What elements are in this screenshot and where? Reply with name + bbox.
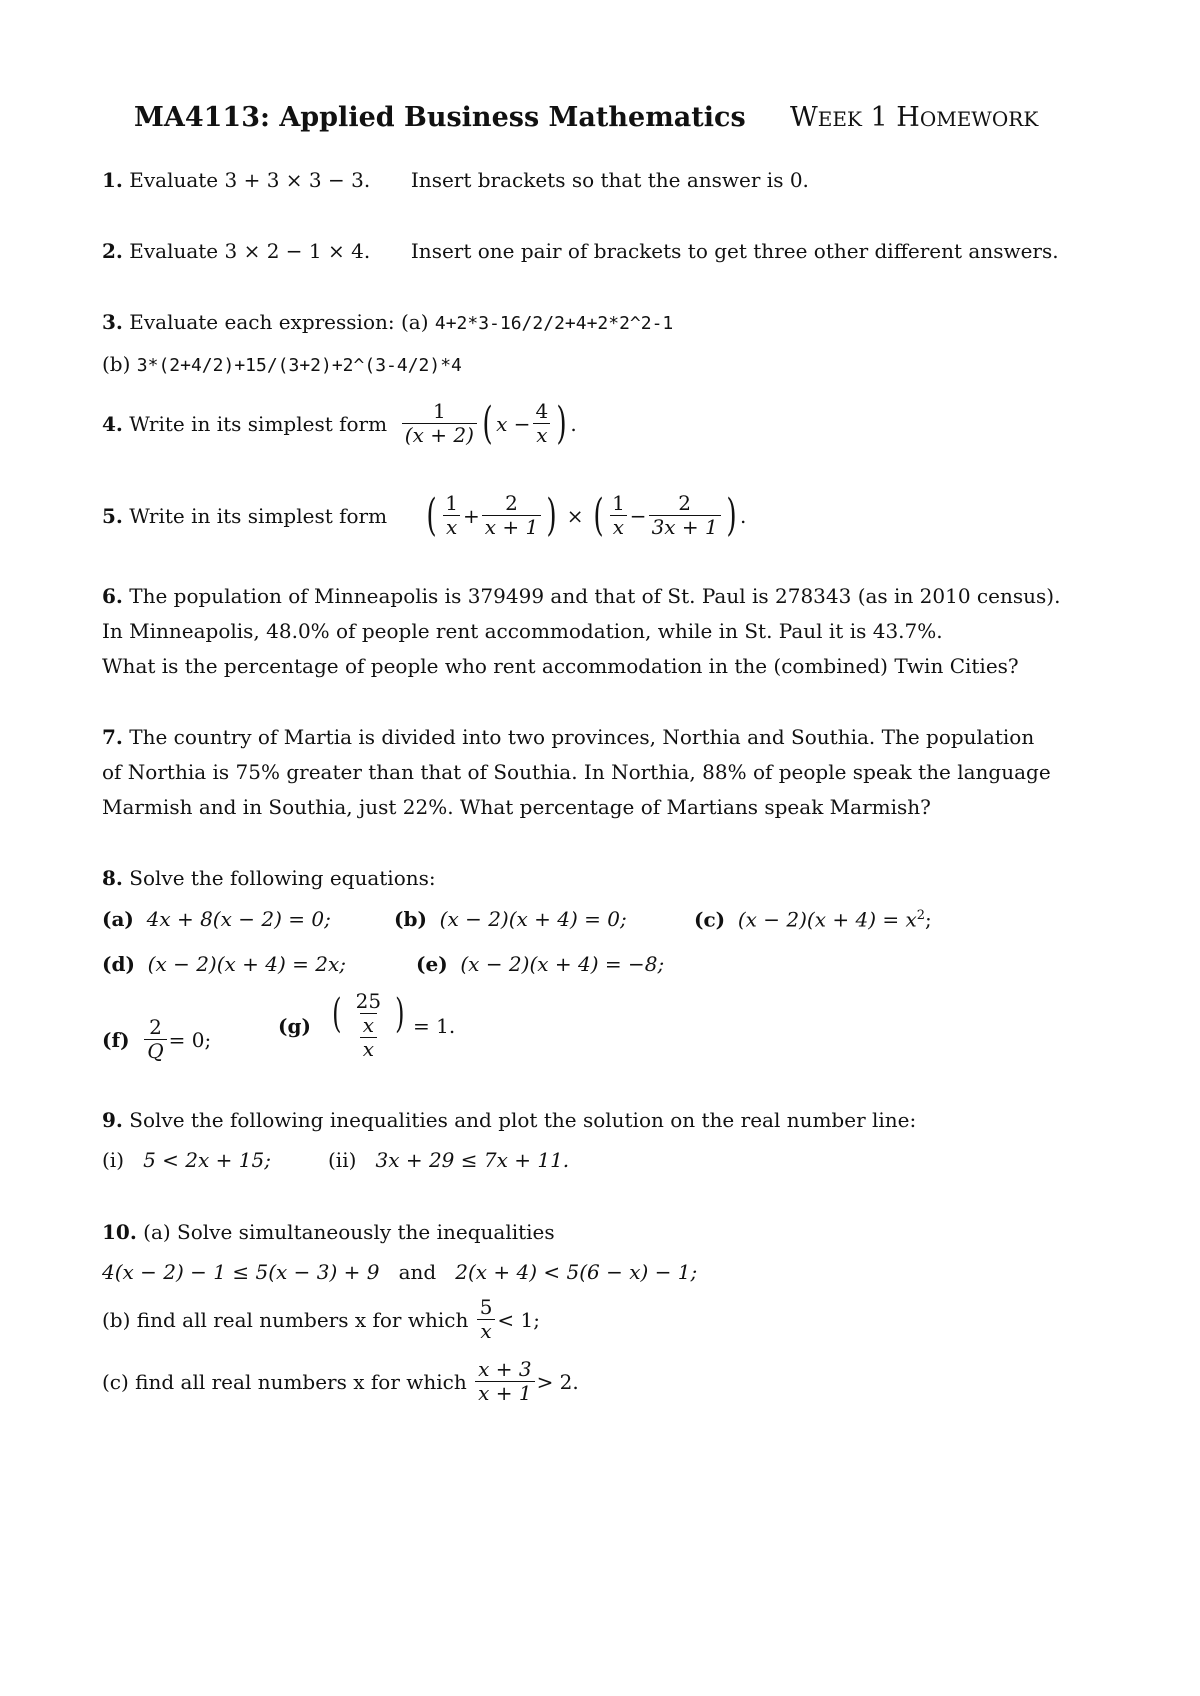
question-8: 8. Solve the following equations: [102, 866, 436, 890]
question-8e: (e) (x − 2)(x + 4) = −8; [416, 952, 665, 976]
question-9ii: (ii) 3x + 29 ≤ 7x + 11. [328, 1148, 570, 1172]
fraction: $\frac{1}{(x + 2)}$ [402, 400, 477, 447]
question-6-line-3: What is the percentage of people who rent accommodation in the (combined) Twin Cities? [102, 654, 1019, 678]
question-3b: (b) 3*(2+4/2)+15/(3+2)+2^(3-4/2)*4 [102, 352, 462, 376]
nested-fraction: ( $\frac{25}{x}$ ) x [331, 989, 405, 1061]
question-10b: (b) find all real numbers x for which $\frac{5}{x}$ < 1; [102, 1295, 540, 1343]
question-5: 5. Write in its simplest form ( $\frac{1}{x}$ + $\frac{2}{x + 1}$ ) × ( $\frac{1}{x}$ − $\frac{2}{3x + 1}$ ) . [102, 489, 747, 541]
question-4: 4. Write in its simplest form $\frac{1}{(x + 2)}$ ( x − $\frac{4}{x}$ ) . [102, 397, 577, 449]
fraction: $\frac{4}{x}$ [532, 400, 551, 447]
question-1: 1. Evaluate 3 + 3 × 3 − 3. Insert brackets so that the answer is 0. [102, 168, 809, 192]
question-9: 9. Solve the following inequalities and plot the solution on the real number line: [102, 1108, 917, 1132]
question-8g: (g) ( $\frac{25}{x}$ ) x = 1. [278, 989, 456, 1061]
fraction: $\frac{25}{x}$ [355, 989, 382, 1037]
fraction: $\frac{2}{3x + 1}$ [649, 492, 721, 539]
question-9i: (i) 5 < 2x + 15; [102, 1148, 271, 1172]
fraction: $\frac{1}{x}$ [609, 492, 628, 539]
question-8d: (d) (x − 2)(x + 4) = 2x; [102, 952, 347, 976]
question-10a-inequalities: 4(x − 2) − 1 ≤ 5(x − 3) + 9 and 2(x + 4) < 5(6 − x) − 1; [102, 1260, 698, 1284]
question-2: 2. Evaluate 3 × 2 − 1 × 4. Insert one pair of brackets to get three other different answers. [102, 239, 1059, 263]
question-8f: (f) $\frac{2}{Q}$ = 0; [102, 1015, 212, 1063]
course-title: MA4113: Applied Business Mathematics [134, 102, 746, 133]
week-label: WEEK 1 HOMEWORK [790, 102, 1039, 133]
question-6: 6. The population of Minneapolis is 379499 and that of St. Paul is 278343 (as in 2010 census). [102, 584, 1061, 608]
question-10: 10. (a) Solve simultaneously the inequalities [102, 1220, 555, 1244]
fraction: $\frac{2}{x + 1}$ [482, 492, 541, 539]
question-8c: (c) $(x - 2)(x + 4) = x^2$; [694, 907, 932, 932]
question-7-line-2: of Northia is 75% greater than that of Southia. In Northia, 88% of people speak the language [102, 760, 1051, 784]
fraction: $\frac{5}{x}$ [477, 1296, 496, 1343]
fraction: $\frac{1}{x}$ [442, 492, 461, 539]
question-6-line-2: In Minneapolis, 48.0% of people rent accommodation, while in St. Paul it is 43.7%. [102, 619, 943, 643]
fraction: $\frac{2}{Q}$ [144, 1016, 166, 1063]
question-7: 7. The country of Martia is divided into two provinces, Northia and Southia. The population [102, 725, 1035, 749]
fraction: $\frac{x + 3}{x + 1}$ [475, 1358, 534, 1405]
question-7-line-3: Marmish and in Southia, just 22%. What percentage of Martians speak Marmish? [102, 795, 931, 819]
question-8b: (b) (x − 2)(x + 4) = 0; [394, 907, 627, 931]
question-10c: (c) find all real numbers x for which $\frac{x + 3}{x + 1}$ > 2. [102, 1357, 579, 1405]
question-8-row-1: (a) 4x + 8(x − 2) = 0; [102, 907, 331, 931]
question-3: 3. Evaluate each expression: (a) 4+2*3-16/2/2+4+2*2^2-1 [102, 310, 674, 334]
